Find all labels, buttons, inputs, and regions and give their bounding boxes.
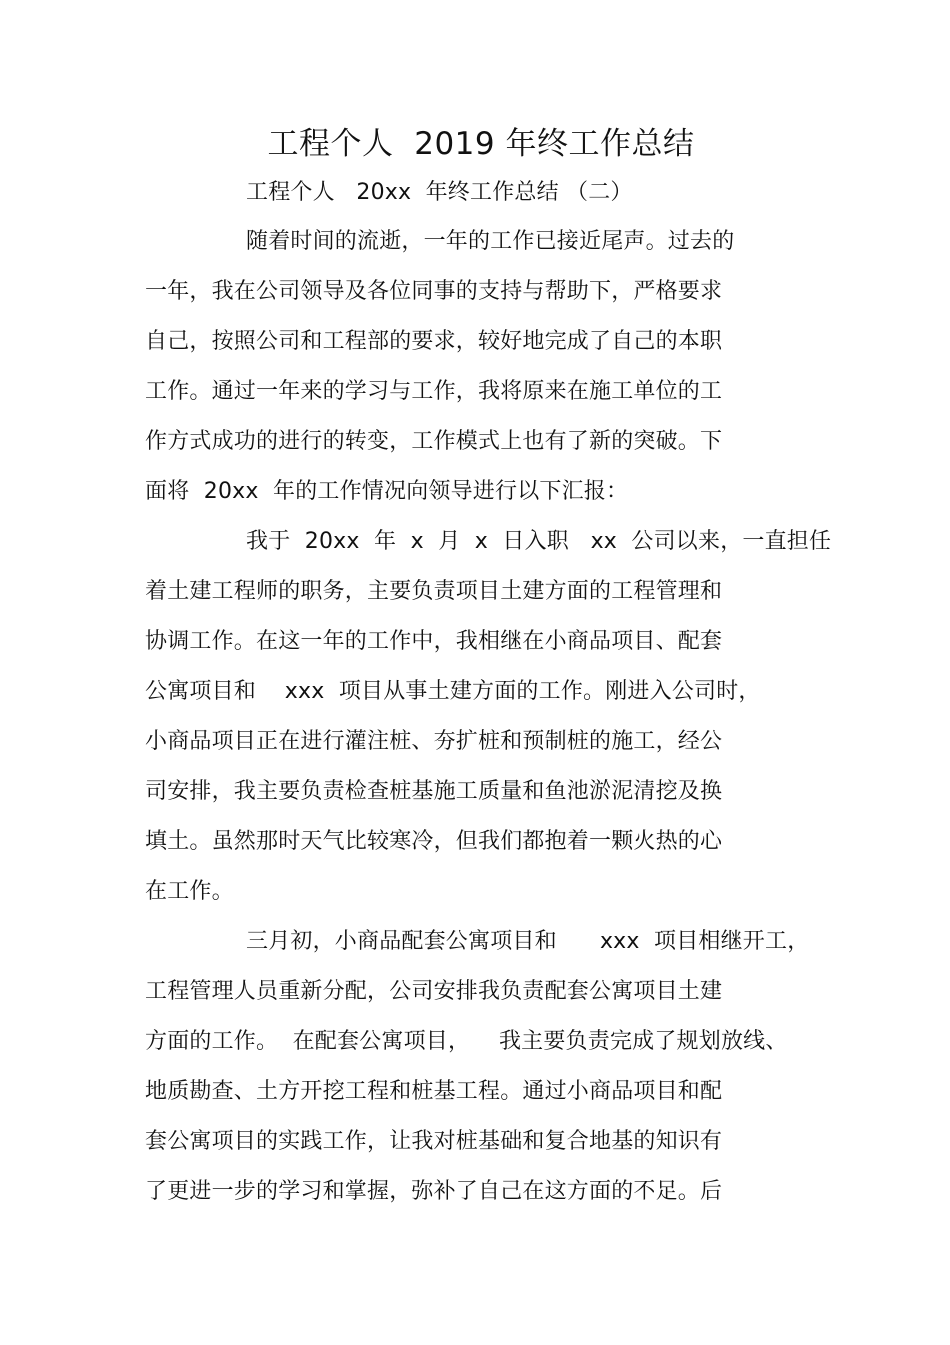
paragraph-line: 填土。虽然那时天气比较寒冷，但我们都抱着一颗火热的心 — [145, 829, 723, 854]
paragraph-line: 作方式成功的进行的转变，工作模式上也有了新的突破。下 — [145, 429, 723, 454]
paragraph-line: 协调工作。在这一年的工作中，我相继在小商品项目、配套 — [145, 629, 723, 654]
document-title: 工程个人 2019 年终工作总结 — [267, 126, 695, 162]
paragraph-line: 地质勘查、土方开挖工程和桩基工程。通过小商品项目和配 — [145, 1079, 723, 1104]
paragraph-line: 面将 20xx 年的工作情况向领导进行以下汇报： — [145, 479, 629, 504]
paragraph-line: 着土建工程师的职务，主要负责项目土建方面的工程管理和 — [145, 579, 723, 604]
paragraph-line: 自己，按照公司和工程部的要求，较好地完成了自己的本职 — [145, 329, 723, 354]
paragraph-line: 了更进一步的学习和掌握，弥补了自己在这方面的不足。后 — [145, 1179, 723, 1204]
paragraph-line: 在工作。 — [145, 879, 234, 904]
paragraph-line: 我于 20xx 年 x 月 x 日入职 xx 公司以来，一直担任 — [246, 529, 832, 554]
paragraph-line: 三月初，小商品配套公寓项目和 xxx 项目相继开工， — [246, 929, 810, 954]
paragraph-line: 小商品项目正在进行灌注桩、夯扩桩和预制桩的施工，经公 — [145, 729, 723, 754]
paragraph-line: 套公寓项目的实践工作，让我对桩基础和复合地基的知识有 — [145, 1129, 723, 1154]
subtitle-line: 工程个人 20xx 年终工作总结 （二） — [246, 180, 633, 205]
paragraph-line: 方面的工作。 在配套公寓项目， 我主要负责完成了规划放线、 — [145, 1029, 788, 1054]
paragraph-line: 司安排，我主要负责检查桩基施工质量和鱼池淤泥清挖及换 — [145, 779, 723, 804]
paragraph-line: 工作。通过一年来的学习与工作，我将原来在施工单位的工 — [145, 379, 723, 404]
paragraph-line: 随着时间的流逝，一年的工作已接近尾声。过去的 — [246, 229, 735, 254]
paragraph-line: 工程管理人员重新分配，公司安排我负责配套公寓项目土建 — [145, 979, 723, 1004]
paragraph-line: 一年，我在公司领导及各位同事的支持与帮助下，严格要求 — [145, 279, 723, 304]
paragraph-line: 公寓项目和 xxx 项目从事土建方面的工作。刚进入公司时， — [145, 679, 761, 704]
